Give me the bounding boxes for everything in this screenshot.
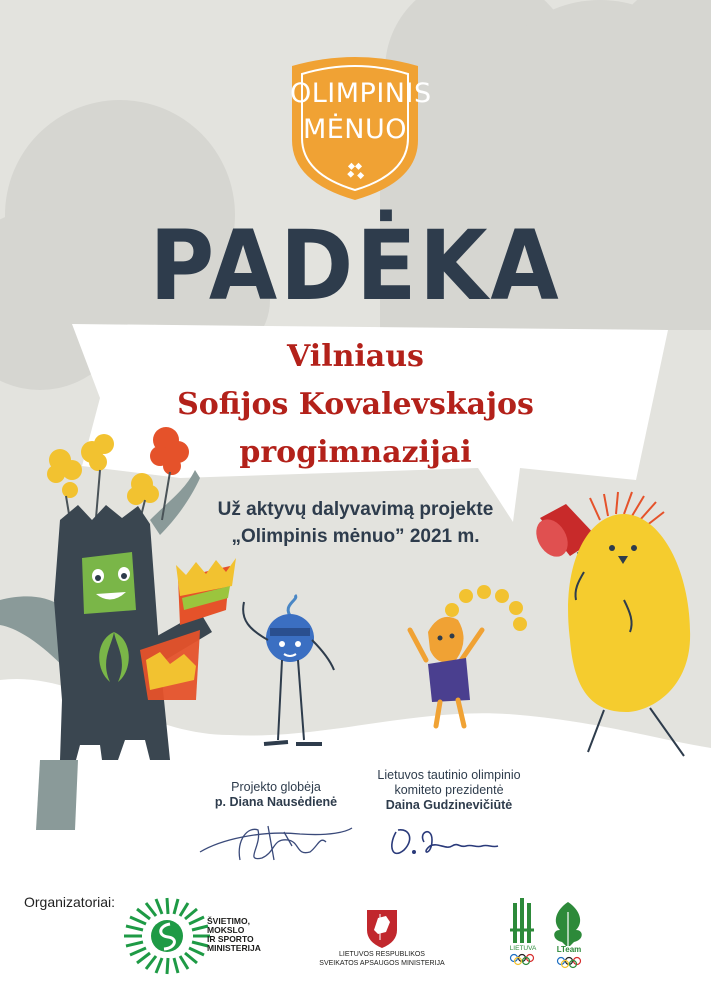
badge-line-1: OLIMPINIS <box>290 78 432 109</box>
orange-girl-character-icon <box>410 585 527 726</box>
ministry-education-line-2: MOKSLO <box>207 925 245 935</box>
organizers-label: Organizatoriai: <box>24 894 116 910</box>
ministry-education-line-1: ŠVIETIMO, <box>207 916 250 926</box>
ministry-education-name <box>207 917 261 953</box>
lietuva-logo-text: LIETUVA <box>509 945 537 952</box>
certificate-title: PADĖKA <box>149 210 562 322</box>
reason-line-2: „Olimpinis mėnuo” 2021 m. <box>231 526 480 547</box>
ministry-health-line-2: SVEIKATOS APSAUGOS MINISTERIJA <box>319 960 445 967</box>
left-signatory <box>196 780 356 810</box>
badge-line-2: MĖNUO <box>302 114 408 145</box>
ministry-emblem-icon <box>124 898 210 974</box>
right-signatory-role-2: komiteto prezidentė <box>394 783 504 797</box>
reason-line-1: Už aktyvų dalyvavimą projekte <box>217 499 494 520</box>
ministry-health-line-1: LIETUVOS RESPUBLIKOS <box>339 951 425 958</box>
ministry-health-name <box>302 950 462 968</box>
lietuva-olympic-logo-icon <box>510 898 534 965</box>
lteam-logo-text: LTeam <box>556 945 582 954</box>
right-signatory-name: Daina Gudzinevičiūtė <box>385 798 513 812</box>
recipient-line-2: Sofijos Kovalevskajos <box>177 387 534 422</box>
left-signatory-name: p. Diana Nausėdienė <box>214 795 338 809</box>
recipient-line-1: Vilniaus <box>287 339 424 374</box>
blue-ball-character-icon <box>243 595 334 744</box>
right-signatory <box>364 768 534 813</box>
left-signatory-role: Projekto globėja <box>231 780 321 794</box>
right-signatory-role-1: Lietuvos tautinio olimpinio <box>377 768 521 782</box>
recipient-line-3: progimnazijai <box>239 435 472 470</box>
ministry-education-line-3: IR SPORTO <box>207 934 254 944</box>
ministry-education-line-4: MINISTERIJA <box>207 943 261 953</box>
